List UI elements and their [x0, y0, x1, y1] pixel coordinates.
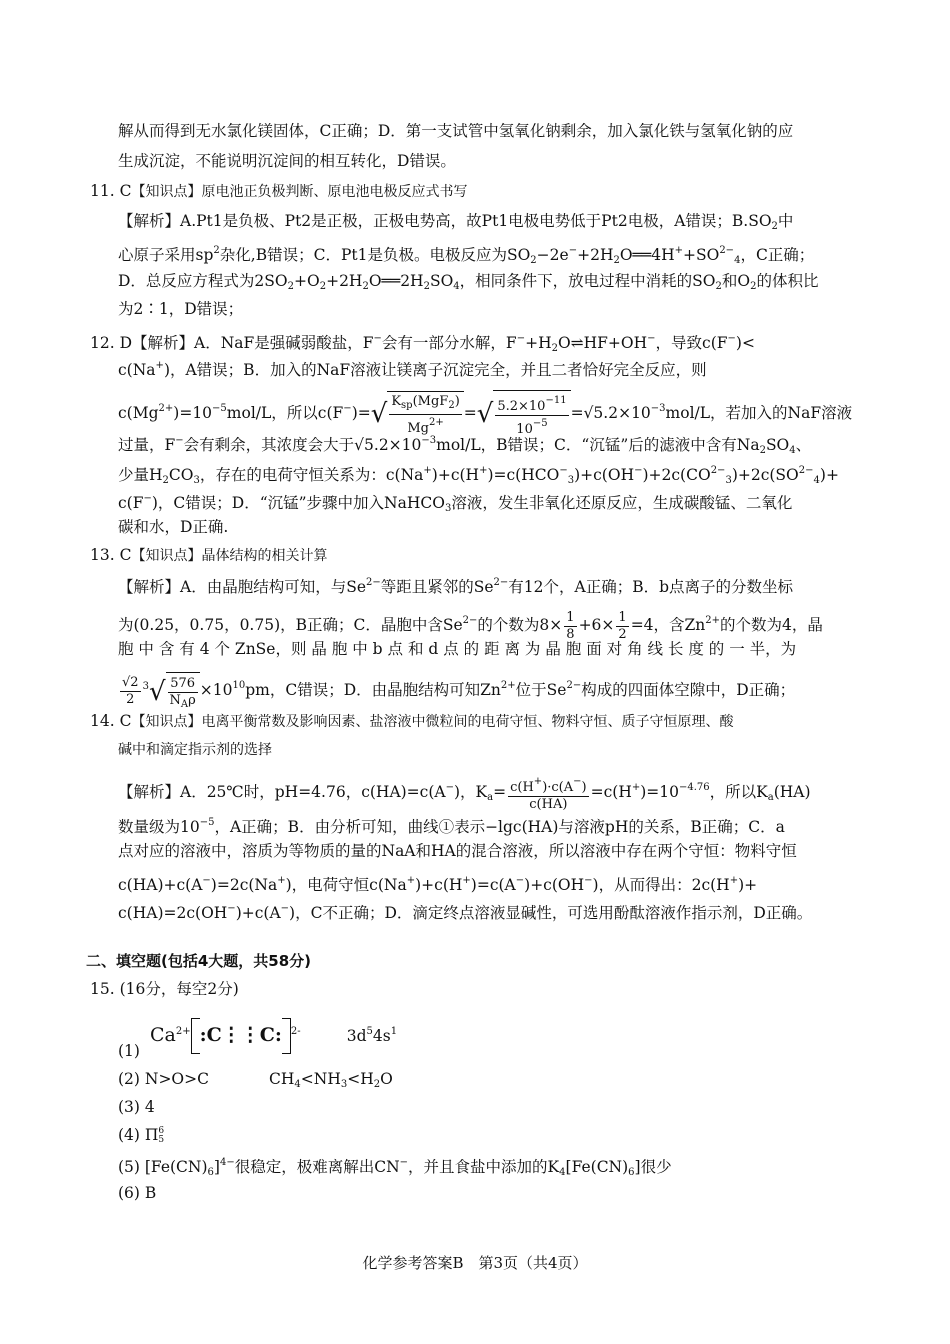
lewis-structure: $Ca^{2+}$ :C⋮⋮C: $^{2-}$ $3d^54s^1$	[150, 1018, 397, 1054]
text-line: 心原子采用$sp^2$杂化,B错误；C．Pt1是负极。电极反应为$SO_2-2e^-+2H_2O══4H^++SO^{2-}_4$，C正确；	[118, 245, 815, 266]
text-line: 解从而得到无水氯化镁固体，C正确；D．第一支试管中氢氧化钠剩余，加入氯化铁与氢氧化钠的应	[118, 122, 794, 140]
text-line-formula: 【解析】A．25℃时，pH=4.76，c(HA)=c(A−)，$K_a=$ $\frac{c(H^+)\cdot c(A^-)}{c(HA)}$ $=c(H^+)=10^{-4.76}$，所以$K_a(HA)$	[118, 775, 811, 812]
text-line: c(HA)=2c(OH−)+c(A−)，C不正确；D．滴定终点溶液显碱性，可选用酚酞溶液作指示剂，D正确。	[118, 903, 813, 922]
text-line: 碱中和滴定指示剂的选择	[118, 742, 272, 758]
question-13-header: 13. C【知识点】晶体结构的相关计算	[90, 546, 328, 564]
sqrt-value: √ $\frac{5.2\times 10^{-11}}{10^{-5}}$	[477, 390, 571, 438]
question-14-header: 14. C【知识点】电离平衡常数及影响因素、盐溶液中微粒间的电荷守恒、物料守恒、质子守恒原理、酸	[90, 712, 734, 730]
text-line-formula: $c(Mg^{2+})=10^{-5}mol/L$，所以c(F−)=√ $\frac{K_{sp}(MgF_2)}{Mg^{2+}}$ =√ $\frac{5.2\times 10^{-11}}{10^{-5}}$ $=√5.2\times 10^{-3}mol/L$，若加入的NaF溶液	[118, 390, 852, 438]
text-line: 过量，F−会有剩余，其浓度会大于$√5.2\times 10^{-3}mol/L$，B错误；C．“沉锰”后的滤液中含有$Na_2SO_4$、	[118, 435, 812, 456]
question-11-header: 11. C【知识点】原电池正负极判断、原电池电极反应式书写	[90, 182, 468, 200]
text-line: 生成沉淀，不能说明沉淀间的相互转化，D错误。	[118, 152, 456, 170]
text-line: 胞 中 含 有 4 个 ZnSe，则 晶 胞 中 b 点 和 d 点 的 距 离 为 晶 胞 面 对 角 线 长 度 的 一 半，为	[118, 640, 797, 658]
text-line: c(Na+)，A错误；B．加入的NaF溶液让镁离子沉淀完全，并且二者恰好完全反应，则	[118, 360, 707, 379]
sub-answer-2: (2) N>O>C $CH_4<NH_3<H_2O$	[118, 1070, 393, 1090]
question-12-line: 12. D【解析】A．NaF是强碱弱酸盐，F−会有一部分水解，$F^-+H_2O\rightleftharpoons HF+OH^-$，导致c(F−)<	[90, 333, 755, 354]
text-line: 少量$H_2CO_3$，存在的电荷守恒关系为：$c(Na^+)+c(H^+)=c(HCO^-_3)+c(OH^-)+2c(CO^{2-}_3)+2c(SO^{2-}_4)+$	[118, 465, 839, 486]
text-line: 为2∶1，D错误；	[118, 300, 244, 318]
text-line: 碳和水，D正确.	[118, 518, 229, 536]
text-line: 点对应的溶液中，溶质为等物质的量的NaA和HA的混合溶液，所以溶液中存在两个守恒：物料守恒	[118, 842, 797, 860]
sub-answer-5: (5) $[Fe(CN)_6]^{4-}$很稳定，极难离解出CN−，并且食盐中添加的$K_4[Fe(CN)_6]$很少	[118, 1157, 672, 1178]
page-footer: 化学参考答案B 第3页（共4页）	[362, 1254, 588, 1272]
text-line: 【解析】A．由晶胞结构可知，与$Se^{2-}$等距且紧邻的$Se^{2-}$有12个，A正确；B．b点离子的分数坐标	[118, 577, 794, 596]
sub-answer-1: (1)	[118, 1042, 140, 1060]
sub-answer-3: (3) 4	[118, 1098, 155, 1116]
text-line-formula: $\frac{√2}{2}$ $^3$√ $\frac{576}{N_A\rho}$ $\times 10^{10}pm$，C错误；D．由晶胞结构可知$Zn^{2+}$位于$Se^{2-}$构成的四面体空隙中，D正确；	[118, 668, 795, 713]
sub-answer-4: (4) Π 6 5	[118, 1126, 165, 1145]
text-line: 数量级为$10^{-5}$，A正确；B．由分析可知，曲线①表示−lgc(HA)与溶液pH的关系，B正确；C．a	[118, 817, 785, 836]
question-15-header: 15. (16分，每空2分)	[90, 980, 239, 998]
text-line: D．总反应方程式为$2SO_2+O_2+2H_2O══2H_2SO_4$，相同条件下，放电过程中消耗的$SO_2$和$O_2$的体积比	[118, 272, 819, 292]
section-title: 二、填空题(包括4大题，共58分)	[86, 952, 312, 970]
text-line-formula: 为(0.25，0.75，0.75)，B正确；C．晶胞中含$Se^{2-}$的个数为8× $\frac{1}{8}$ +6× $\frac{1}{2}$ =4，含$Zn^{2+}$的个数为4，晶	[118, 609, 823, 642]
text-line: c(F−)，C错误；D．“沉锰”步骤中加入NaHCO$_3$溶液，发生非氧化还原反应，生成碳酸锰、二氧化	[118, 493, 793, 514]
sqrt-ksp: √ $\frac{K_{sp}(MgF_2)}{Mg^{2+}}$	[371, 391, 464, 437]
text-line: c(HA)+c(A−)=2c(Na+)，电荷守恒c(Na+)+c(H+)=c(A−)+c(OH−)，从而得出：2c(H+)+	[118, 875, 758, 894]
text-line: 【解析】A.Pt1是负极、Pt2是正极，正极电势高，故Pt1电极电势低于Pt2电极，A错误；$B.SO_2$中	[118, 212, 794, 232]
sub-answer-6: (6) B	[118, 1184, 157, 1202]
